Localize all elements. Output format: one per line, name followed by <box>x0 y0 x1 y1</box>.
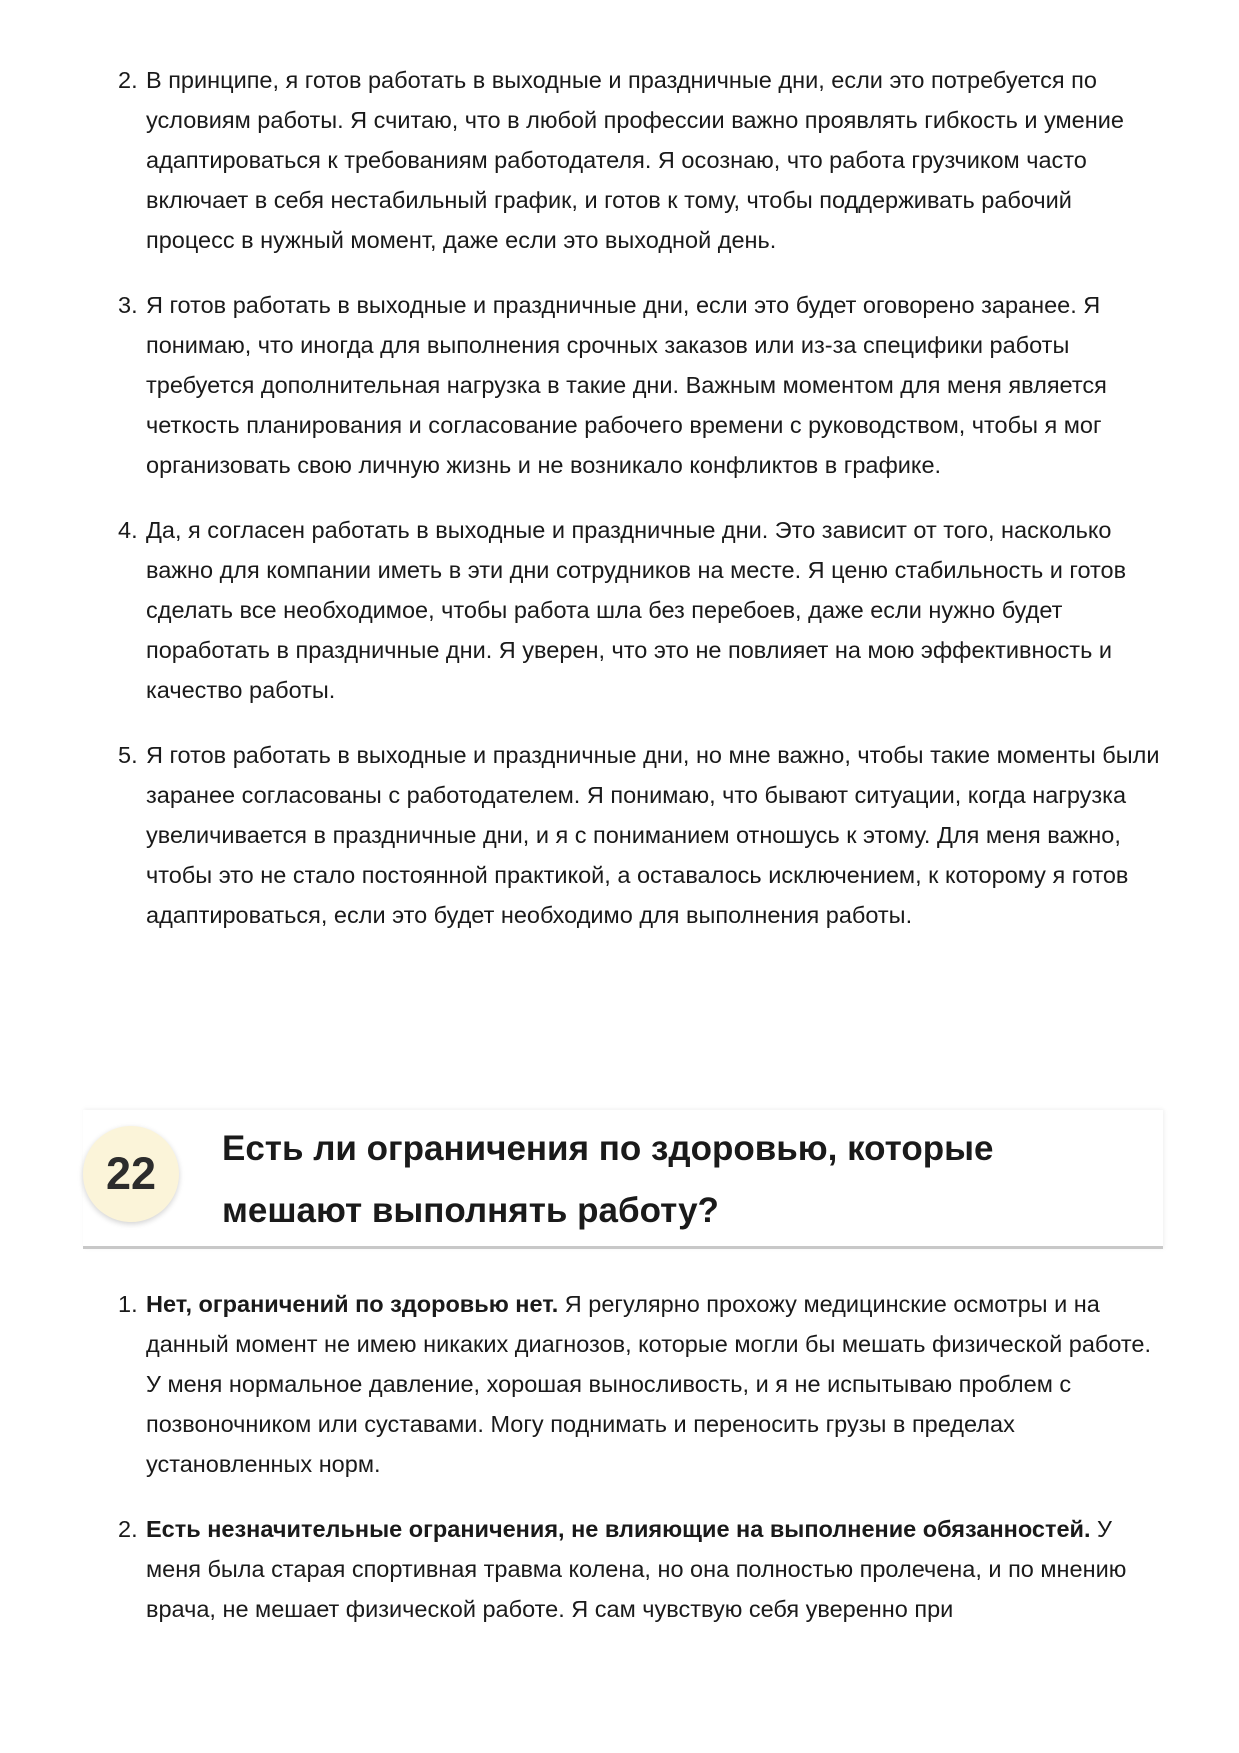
list-item-number: 4. <box>118 517 138 543</box>
list-item <box>118 510 1162 710</box>
list-item-number: 2. <box>118 1516 138 1542</box>
list-item-text: Да, я согласен работать в выходные и праздничные дни. Это зависит от того, насколько важно для компании иметь в эти дни сотрудников на месте. Я ценю стабильность и готов сделать все необходимое, чтобы работа шла без перебоев, даже если нужно будет поработать в праздничные дни. Я уверен, что это не повлияет на мою эффективность и качество работы. <box>146 517 1127 703</box>
list-item-number: 2. <box>118 67 138 93</box>
question-header <box>83 1110 1163 1249</box>
list-item-number: 3. <box>118 292 138 318</box>
list-item <box>118 285 1162 485</box>
question-title: Есть ли ограничения по здоровью, которые мешают выполнять работу? <box>222 1129 994 1230</box>
list-item <box>118 1284 1162 1484</box>
answer-list-health <box>118 1284 1162 1654</box>
list-item-text: Я регулярно прохожу медицинские осмотры и на данный момент не имею никаких диагнозов, которые могли бы мешать физической работе. У меня нормальное давление, хорошая выносливость, и я не испытываю проблем с позвоночником или суставами. Могу поднимать и переносить грузы в пределах установленных норм. <box>146 1291 1152 1477</box>
list-item-number: 1. <box>118 1291 138 1317</box>
list-item-text: В принципе, я готов работать в выходные и праздничные дни, если это потребуется по условиям работы. Я считаю, что в любой профессии важно проявлять гибкость и умение адаптироваться к требованиям работодателя. Я осознаю, что работа грузчиком часто включает в себя нестабильный график, и готов к тому, чтобы поддерживать рабочий процесс в нужный момент, даже если это выходной день. <box>146 67 1124 253</box>
list-item-lead: Есть незначительные ограничения, не влияющие на выполнение обязанностей. <box>146 1516 1091 1542</box>
list-item-number: 5. <box>118 742 138 768</box>
list-item-text: У меня была старая спортивная травма колена, но она полностью пролечена, и по мнению врача, не мешает физической работе. Я сам чувствую себя уверенно при <box>146 1516 1127 1622</box>
question-number-badge: 22 <box>83 1126 179 1222</box>
list-item <box>118 60 1162 260</box>
list-item <box>118 735 1162 935</box>
answer-list-previous <box>118 60 1162 960</box>
list-item-text: Я готов работать в выходные и праздничные дни, но мне важно, чтобы такие моменты были заранее согласованы с работодателем. Я понимаю, что бывают ситуации, когда нагрузка увеличивается в праздничные дни, и я с пониманием отношусь к этому. Для меня важно, чтобы это не стало постоянной практикой, а оставалось исключением, к которому я готов адаптироваться, если это будет необходимо для выполнения работы. <box>146 742 1160 928</box>
list-item <box>118 1509 1162 1629</box>
list-item-text: Я готов работать в выходные и праздничные дни, если это будет оговорено заранее. Я понимаю, что иногда для выполнения срочных заказов или из-за специфики работы требуется дополнительная нагрузка в такие дни. Важным моментом для меня является четкость планирования и согласование рабочего времени с руководством, чтобы я мог организовать свою личную жизнь и не возникало конфликтов в графике. <box>146 292 1107 478</box>
list-item-lead: Нет, ограничений по здоровью нет. <box>146 1291 559 1317</box>
